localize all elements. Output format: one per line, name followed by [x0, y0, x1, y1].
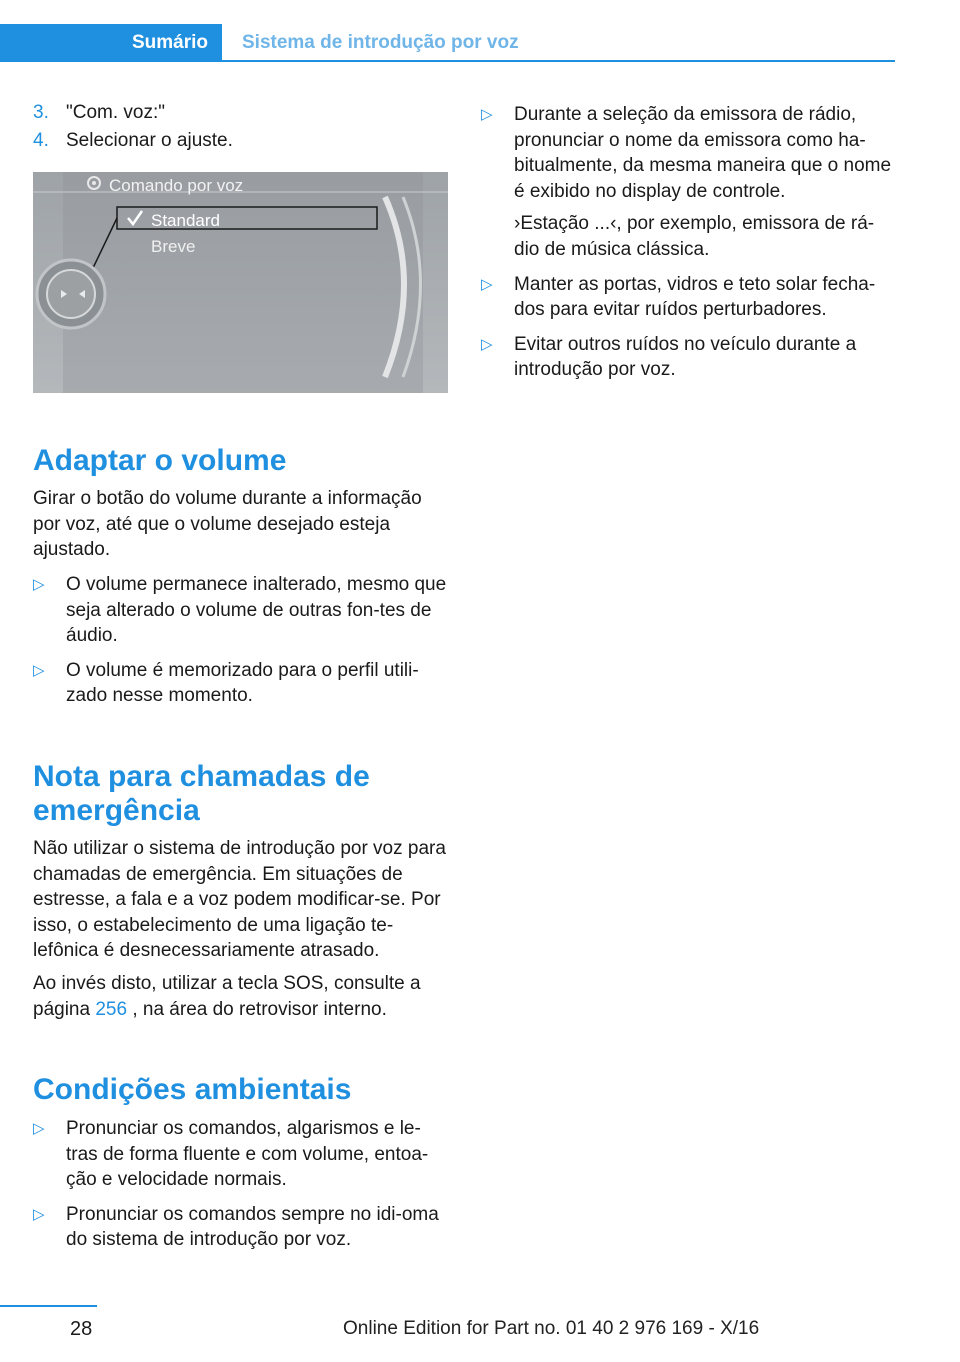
list-item-text: O volume permanece inalterado, mesmo que seja alterado o volume de outras fon-tes de áudio. — [66, 573, 447, 647]
paragraph: Girar o botão do volume durante a informação por voz, até que o volume desejado esteja ajustado. — [33, 488, 422, 561]
tab-section-title[interactable]: Sistema de introdução por voz — [242, 32, 519, 53]
triangle-bullet-icon: ▷ — [481, 106, 493, 123]
voice-command-screen-figure — [33, 172, 448, 393]
option-breve: Breve — [151, 237, 196, 257]
left-column — [33, 100, 448, 1253]
step-4 — [33, 128, 448, 154]
triangle-bullet-icon: ▷ — [481, 275, 493, 293]
list-item-example: ›Estação ...‹, por exemplo, emissora de rá-dio de música clássica. — [514, 213, 875, 260]
edition-note: Online Edition for Part no. 01 40 2 976 169 - X/16 — [343, 1318, 760, 1339]
triangle-bullet-icon: ▷ — [481, 335, 493, 353]
list-item-text: Pronunciar os comandos, algarismos e le-tras de forma fluente e com volume, entoa-ção e velocidade normais. — [66, 1118, 429, 1191]
list-item-text: Evitar outros ruídos no veículo durante a introdução por voz. — [514, 333, 857, 381]
list-item — [33, 658, 448, 709]
list-item-text: Durante a seleção da emissora de rádio, pronunciar o nome da emissora como ha-bitualmente, da mesma maneira que o nome é exibido no display de controle. — [514, 104, 892, 202]
paragraph-text: Ao invés disto, utilizar a tecla SOS, consulte a página — [33, 972, 421, 1020]
footer-divider — [0, 1305, 97, 1307]
display-illustration — [33, 172, 448, 393]
heading-adaptar-volume: Adaptar o volume — [33, 444, 287, 478]
list-item — [33, 1116, 448, 1193]
step-text: Selecionar o ajuste. — [66, 129, 233, 151]
triangle-bullet-icon: ▷ — [33, 661, 45, 679]
step-text: "Com. voz:" — [66, 102, 166, 123]
heading-chamadas-emergencia: Nota para chamadas de emergência — [33, 759, 370, 827]
list-item-text: O volume é memorizado para o perfil utili-zado nesse momento. — [66, 659, 419, 707]
triangle-bullet-icon: ▷ — [33, 1205, 45, 1223]
list-item-text: Pronunciar os comandos sempre no idi-oma do sistema de introdução por voz. — [66, 1203, 439, 1251]
step-number: 3. — [33, 102, 49, 123]
list-item — [33, 1202, 448, 1253]
heading-condicoes-ambientais: Condições ambientais — [33, 1073, 352, 1107]
right-column — [481, 100, 893, 383]
tab-sumario[interactable]: Sumário — [0, 24, 222, 62]
page-link[interactable]: 256 — [95, 998, 128, 1020]
triangle-bullet-icon: ▷ — [33, 575, 45, 593]
list-item — [481, 332, 893, 383]
step-number: 4. — [33, 129, 49, 151]
list-item-text: Manter as portas, vidros e teto solar fecha-dos para evitar ruídos perturbadores. — [514, 273, 876, 321]
menu-title: Comando por voz — [109, 176, 244, 196]
paragraph-text: , na área do retrovisor interno. — [132, 998, 387, 1020]
paragraph: Não utilizar o sistema de introdução por voz para chamadas de emergência. Em situações de estresse, a fala e a voz podem modificar-se. Por isso, o estabelecimento de uma ligação te-lefônica é desnecessariamente atrasado. — [33, 837, 446, 962]
top-nav — [0, 24, 895, 62]
triangle-bullet-icon: ▷ — [33, 1120, 45, 1138]
list-item — [481, 102, 893, 204]
list-item — [33, 572, 448, 649]
option-standard: Standard — [151, 211, 220, 231]
step-3 — [33, 100, 448, 126]
page-number: 28 — [70, 1318, 93, 1340]
controller-knob-icon — [37, 260, 105, 328]
paragraph-sos — [33, 971, 448, 1022]
list-item — [481, 272, 893, 323]
